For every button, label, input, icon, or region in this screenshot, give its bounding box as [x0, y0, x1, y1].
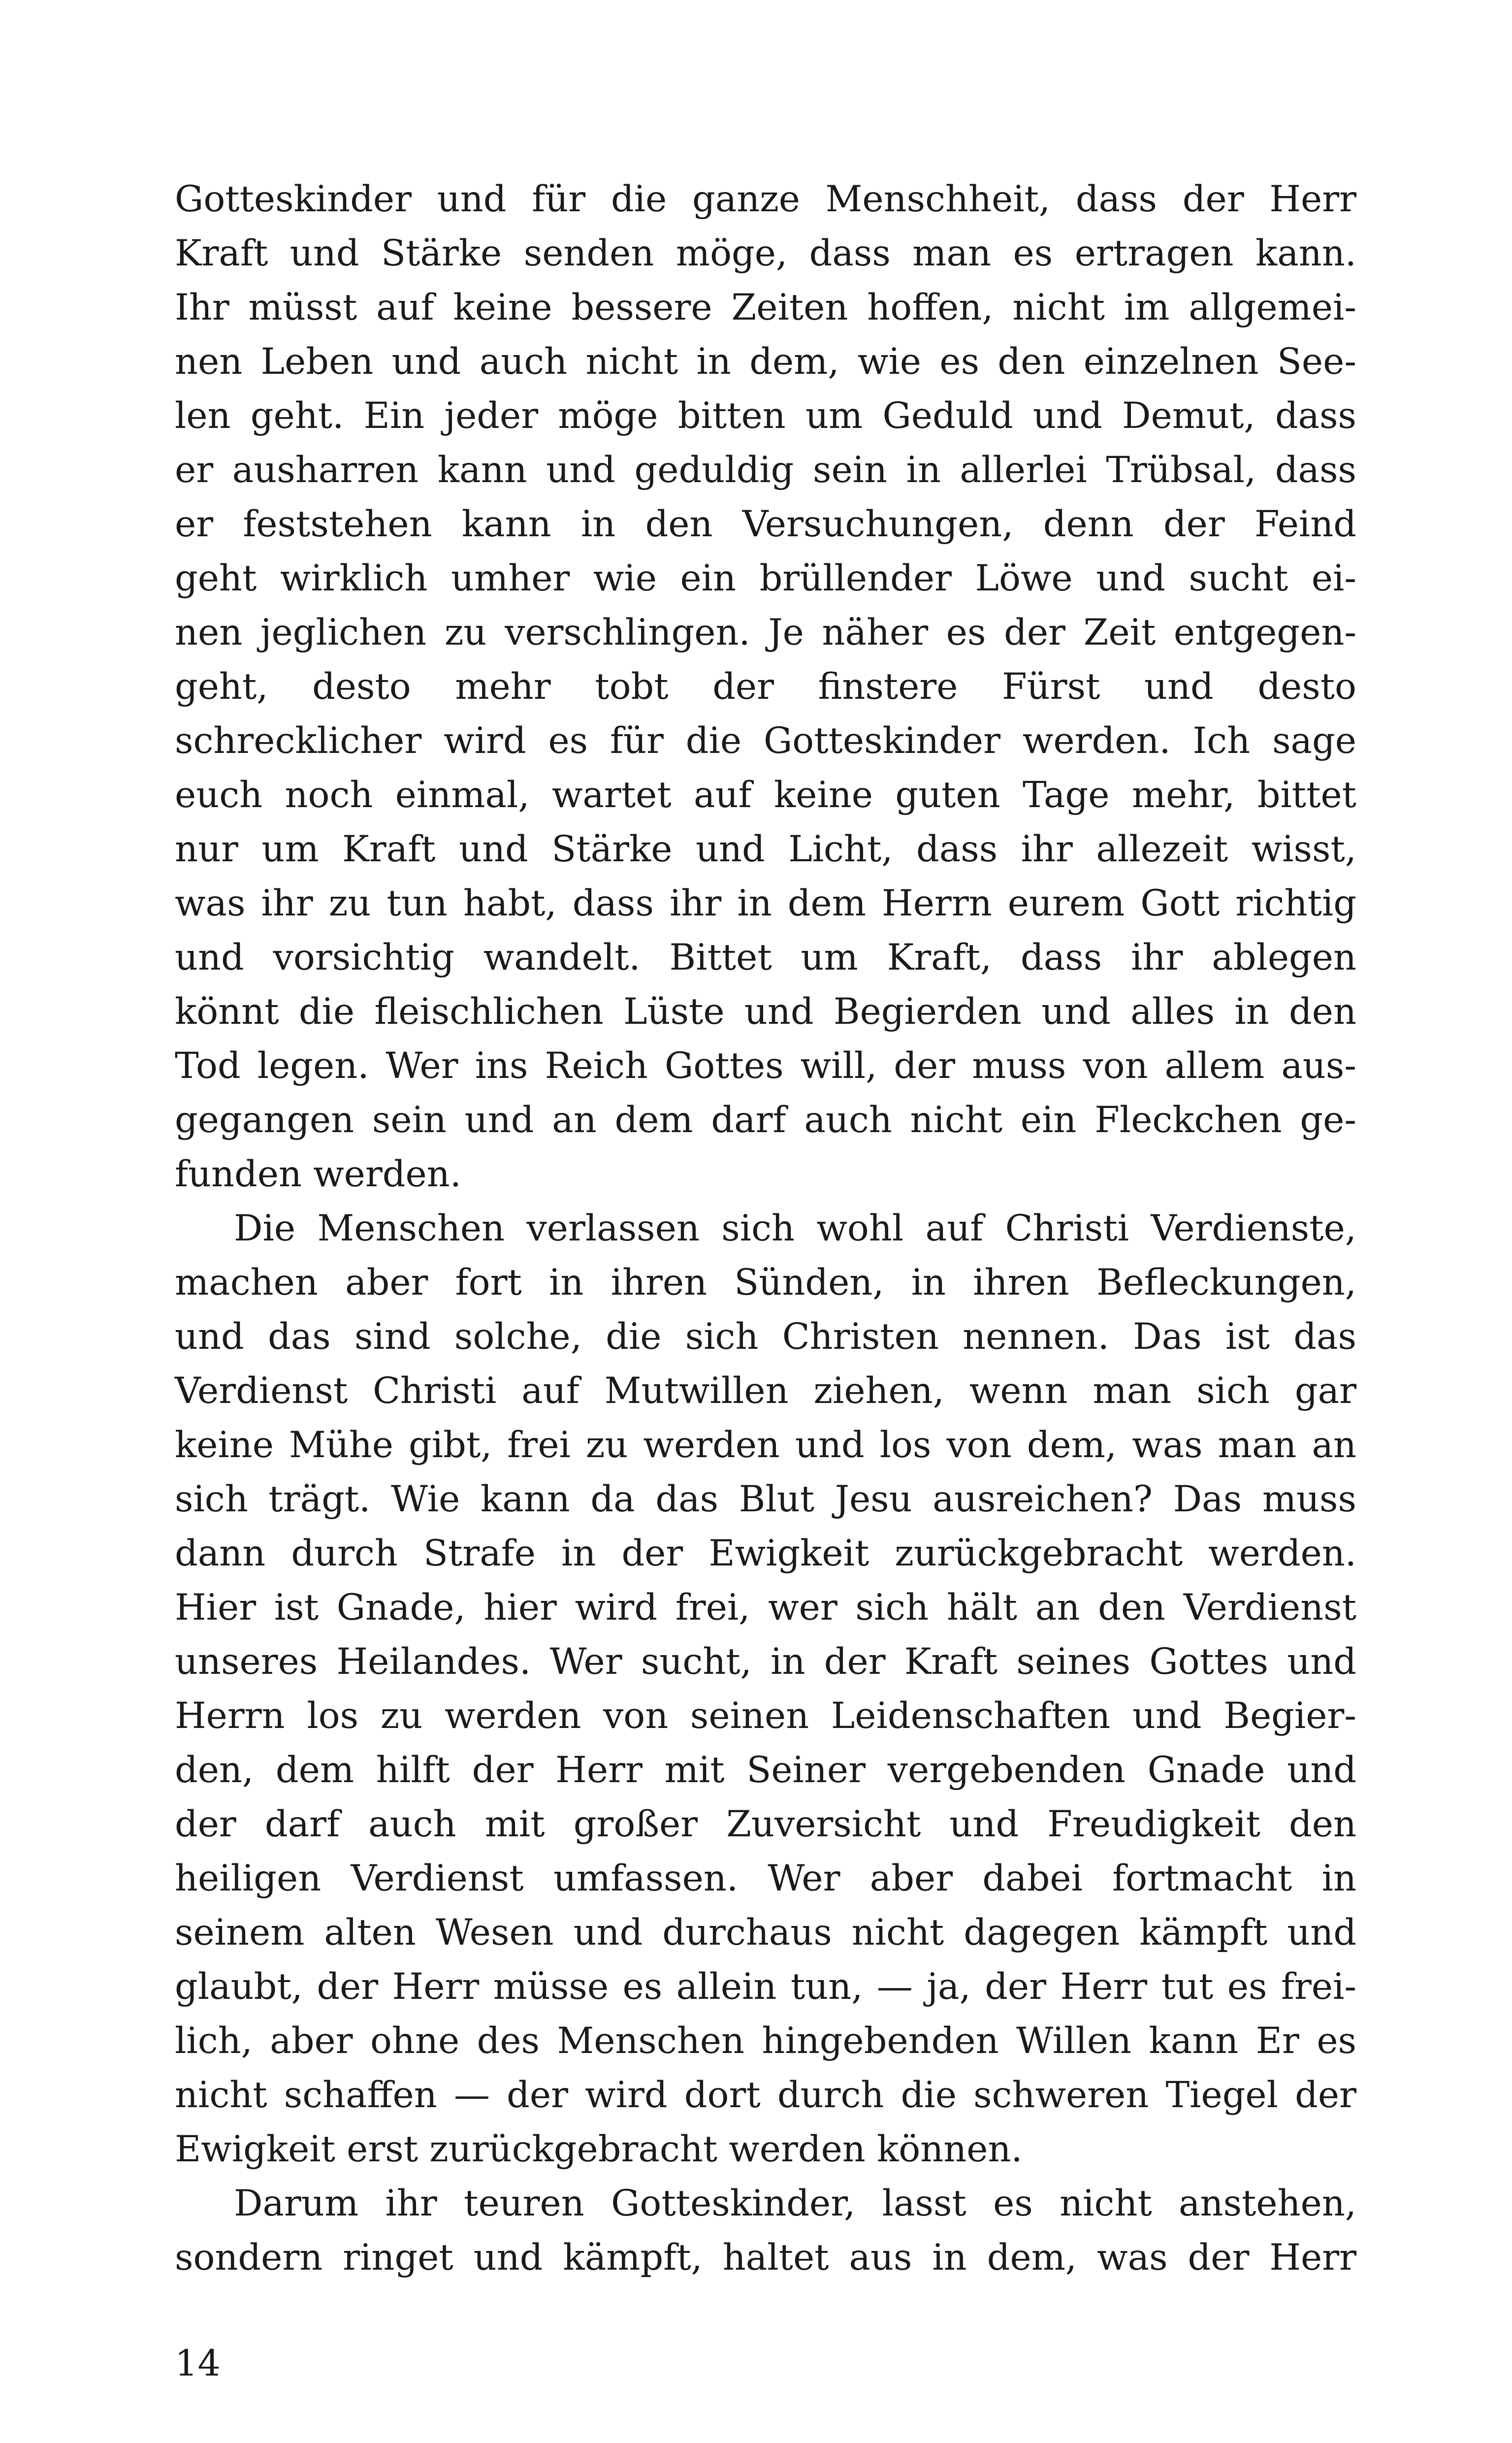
- text-line: euch noch einmal, wartet auf keine guten Tage mehr, bittet: [175, 774, 1356, 816]
- page-number: 14: [175, 2343, 221, 2384]
- text-line: dann durch Strafe in der Ewigkeit zurückgebracht werden.: [175, 1532, 1356, 1574]
- text-line: glaubt, der Herr müsse es allein tun, — ja, der Herr tut es frei-: [175, 1966, 1356, 2008]
- text-line: sich trägt. Wie kann da das Blut Jesu ausreichen? Das muss: [175, 1478, 1356, 1520]
- text-line: gegangen sein und an dem darf auch nicht ein Fleckchen ge-: [175, 1099, 1356, 1141]
- text-line: Verdienst Christi auf Mutwillen ziehen, wenn man sich gar: [175, 1370, 1356, 1412]
- text-line: len geht. Ein jeder möge bitten um Geduld und Demut, dass: [175, 395, 1356, 437]
- text-line: geht, desto mehr tobt der finstere Fürst und desto: [175, 666, 1356, 708]
- text-line: der darf auch mit großer Zuversicht und Freudigkeit den: [175, 1803, 1356, 1845]
- text-line: funden werden.: [175, 1153, 461, 1195]
- text-line: sondern ringet und kämpft, haltet aus in dem, was der Herr: [175, 2237, 1356, 2279]
- text-line: und das sind solche, die sich Christen nennen. Das ist das: [175, 1316, 1356, 1358]
- text-line: den, dem hilft der Herr mit Seiner vergebenden Gnade und: [175, 1749, 1356, 1791]
- text-line: nen Leben und auch nicht in dem, wie es den einzelnen See-: [175, 341, 1356, 383]
- text-line: schrecklicher wird es für die Gotteskinder werden. Ich sage: [175, 720, 1356, 762]
- text-line: seinem alten Wesen und durchaus nicht dagegen kämpft und: [175, 1912, 1356, 1954]
- text-line: Kraft und Stärke senden möge, dass man es ertragen kann.: [175, 232, 1356, 274]
- text-line: Hier ist Gnade, hier wird frei, wer sich hält an den Verdienst: [175, 1587, 1356, 1629]
- text-line: heiligen Verdienst umfassen. Wer aber dabei fortmacht in: [175, 1857, 1356, 1899]
- text-line: machen aber fort in ihren Sünden, in ihren Befleckungen,: [175, 1262, 1356, 1303]
- text-line: Ihr müsst auf keine bessere Zeiten hoffen, nicht im allgemei-: [175, 287, 1356, 328]
- text-line: lich, aber ohne des Menschen hingebenden Willen kann Er es: [175, 2020, 1356, 2062]
- text-line: er feststehen kann in den Versuchungen, denn der Feind: [175, 503, 1356, 545]
- text-line: Tod legen. Wer ins Reich Gottes will, der muss von allem aus-: [175, 1045, 1356, 1087]
- text-line: er ausharren kann und geduldig sein in allerlei Trübsal, dass: [175, 449, 1356, 491]
- text-line: Die Menschen verlassen sich wohl auf Christi Verdienste,: [234, 1207, 1356, 1249]
- text-line: nen jeglichen zu verschlingen. Je näher es der Zeit entgegen-: [175, 612, 1356, 653]
- text-line: was ihr zu tun habt, dass ihr in dem Herrn eurem Gott richtig: [175, 882, 1356, 924]
- text-line: nicht schaffen — der wird dort durch die schweren Tiegel der: [175, 2074, 1356, 2116]
- text-line: Darum ihr teuren Gotteskinder, lasst es nicht anstehen,: [234, 2182, 1356, 2224]
- text-line: unseres Heilandes. Wer sucht, in der Kraft seines Gottes und: [175, 1641, 1356, 1683]
- paragraph: [175, 172, 1356, 1202]
- body-text: [175, 172, 1356, 2285]
- text-line: nur um Kraft und Stärke und Licht, dass ihr allezeit wisst,: [175, 828, 1356, 870]
- text-line: und vorsichtig wandelt. Bittet um Kraft, dass ihr ablegen: [175, 937, 1356, 978]
- text-line: könnt die fleischlichen Lüste und Begierden und alles in den: [175, 991, 1356, 1033]
- text-line: Ewigkeit erst zurückgebracht werden können.: [175, 2128, 1023, 2170]
- text-line: Herrn los zu werden von seinen Leidenschaften und Begier-: [175, 1695, 1356, 1737]
- text-line: geht wirklich umher wie ein brüllender Löwe und sucht ei-: [175, 557, 1356, 599]
- paragraph: [175, 1202, 1356, 2177]
- text-line: Gotteskinder und für die ganze Menschheit, dass der Herr: [175, 178, 1356, 220]
- paragraph: [175, 2177, 1356, 2285]
- text-line: keine Mühe gibt, frei zu werden und los von dem, was man an: [175, 1424, 1356, 1466]
